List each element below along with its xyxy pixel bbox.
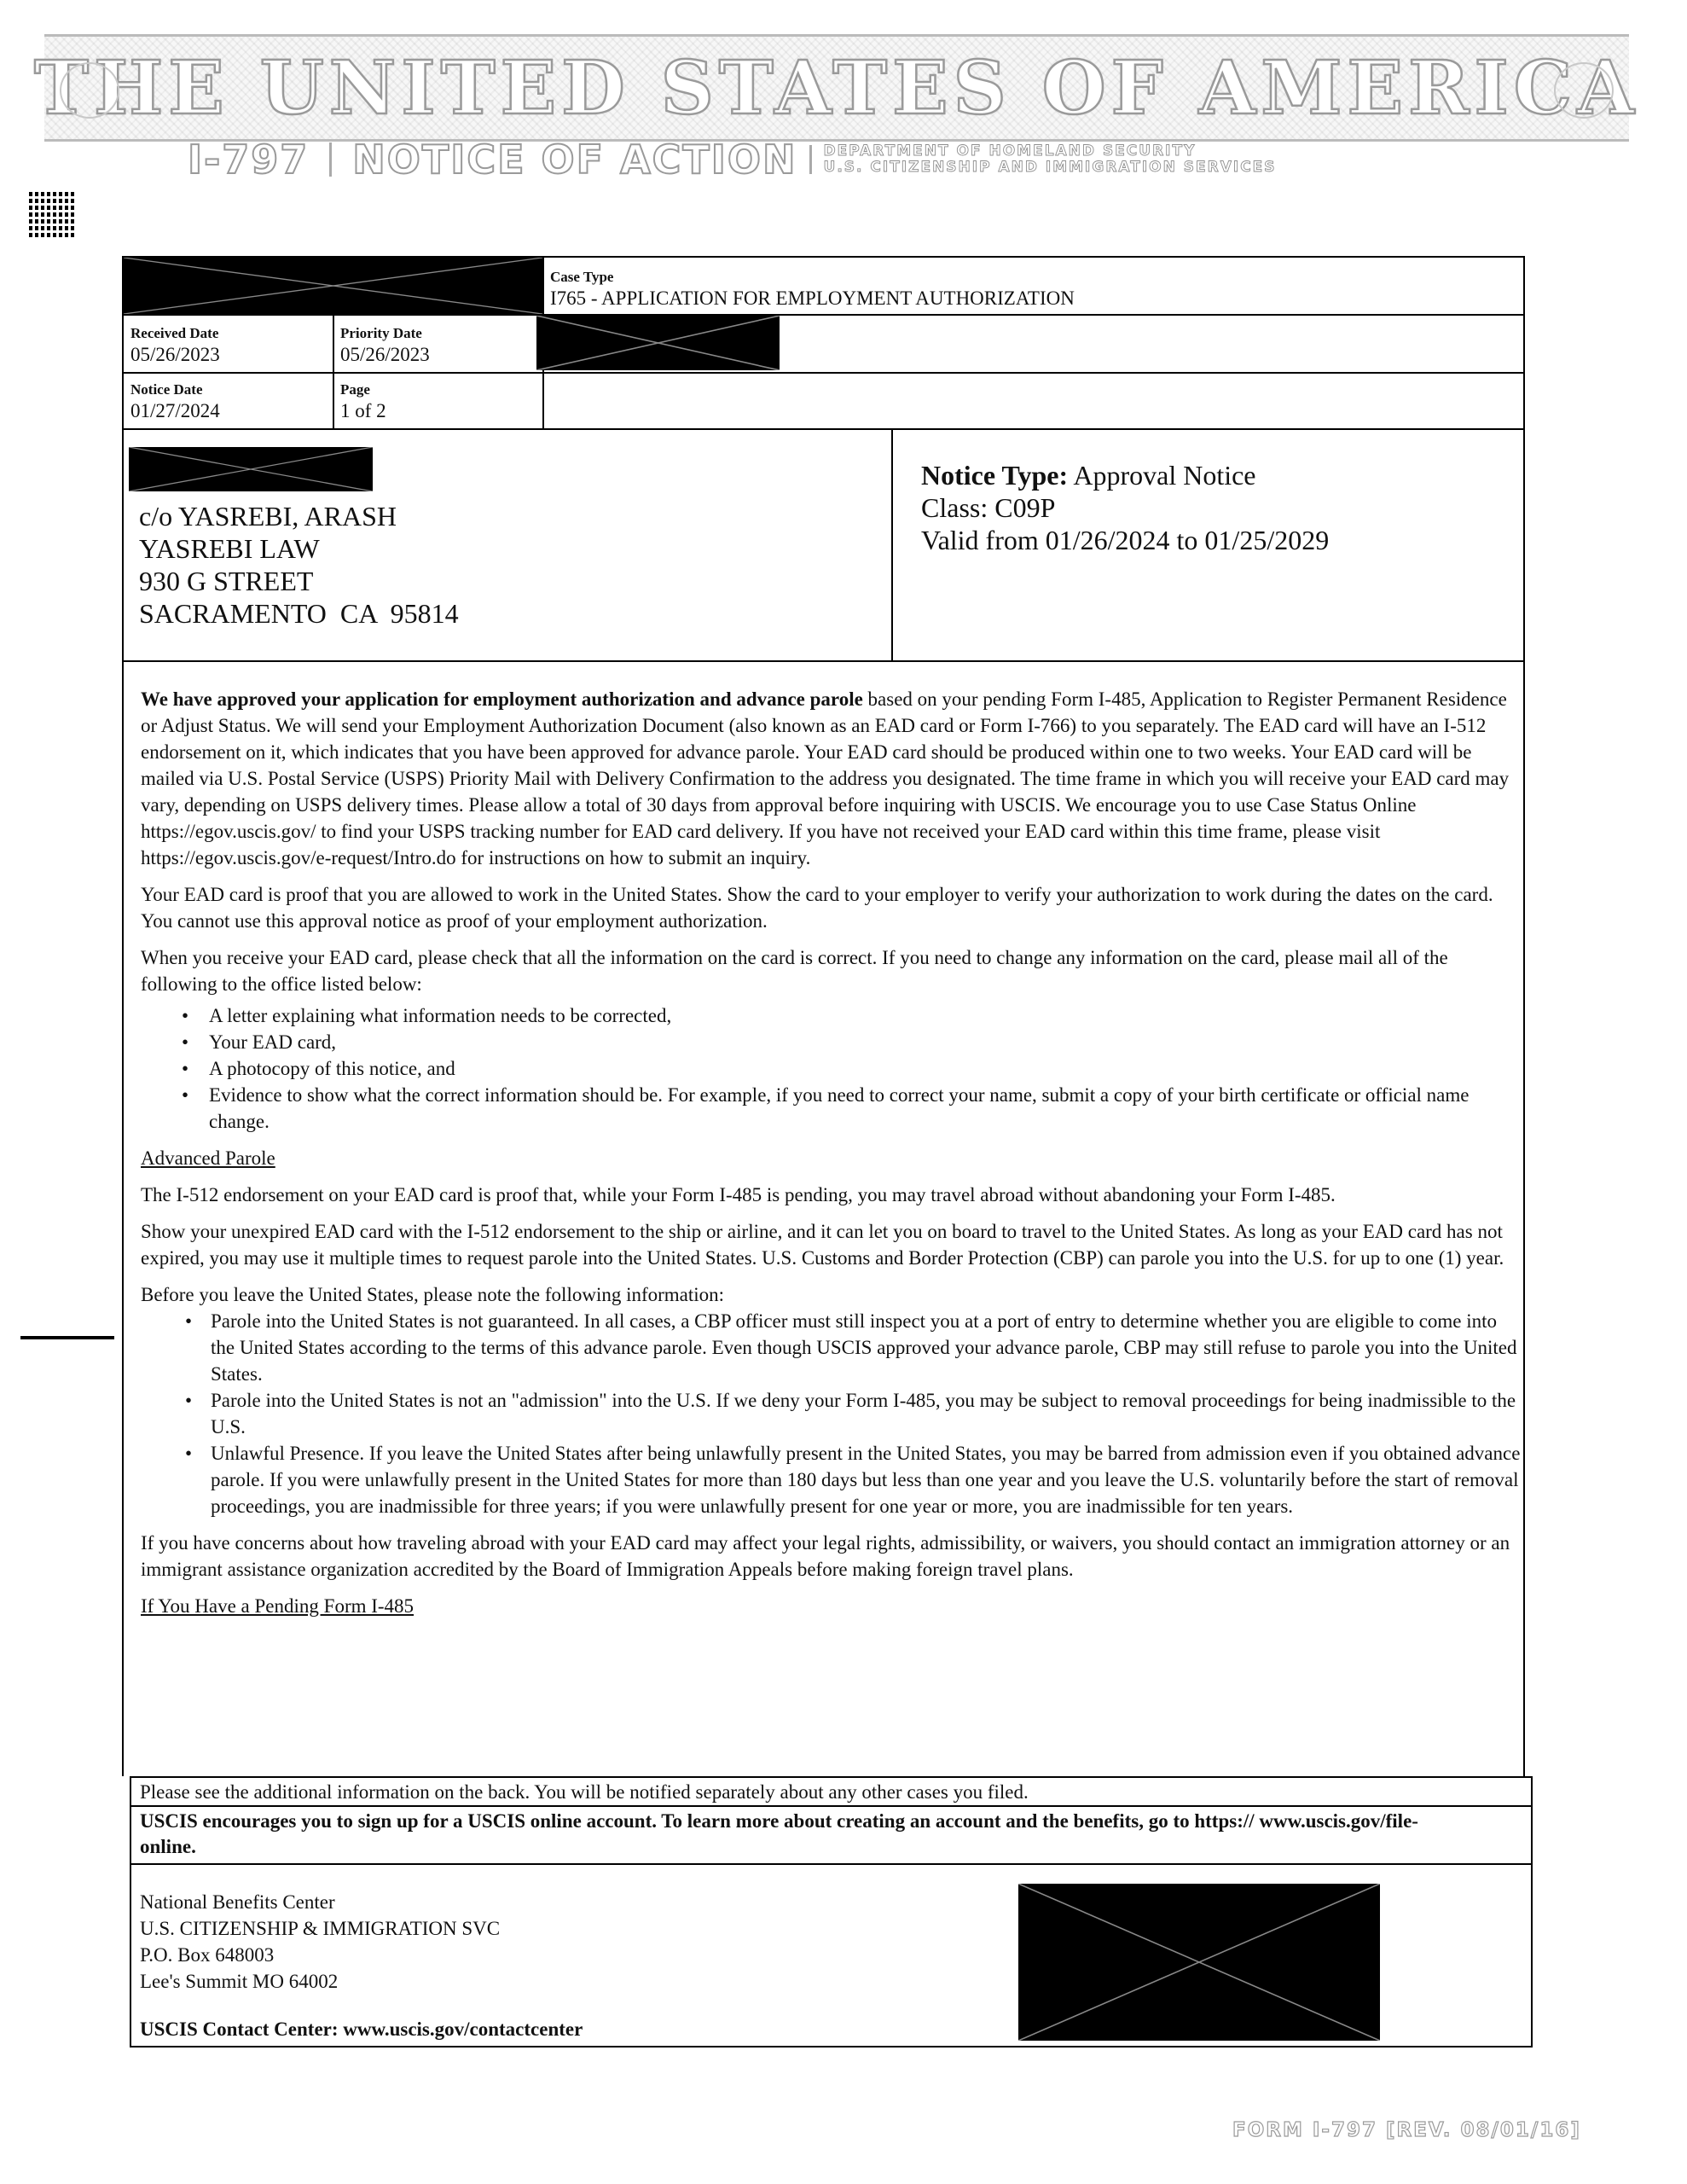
barcode-icon bbox=[29, 189, 77, 237]
notice-type-label: Notice Type: bbox=[921, 460, 1069, 491]
margin-mark bbox=[20, 1336, 114, 1339]
list-item: • A photocopy of this notice, and bbox=[141, 1055, 1522, 1082]
priority-date-value: 05/26/2023 bbox=[340, 344, 430, 365]
approval-text: based on your pending Form I-485, Application to Register Permanent Residence or Adjust Status. We will send your Employment Authorization Document (also known as an EAD card or Form I-766) to you separately. The EAD card will have an I-512 endorsement on it, which indicates that you have been approved for advance parole. Your EAD card should be produced within one to two weeks. Your EAD card will be mailed via U.S. Postal Service (USPS) Priority Mail with Delivery Confirmation to the address you designated. The time frame in which you will receive your EAD card may vary, depending on USPS delivery times. Please allow a total of 30 days from approval before inquiring with USCIS. We encourage you to use Case Status Online https://egov.uscis.gov/ to find your USPS tracking number for EAD card delivery. If you have not received your EAD card within this time frame, please visit https://egov.uscis.gov/e-request/Intro.do for instructions on how to submit an inquiry. bbox=[141, 688, 1510, 868]
page-value: 1 of 2 bbox=[340, 400, 386, 421]
online-account-note: USCIS encourages you to sign up for a USCIS online account. To learn more about creating an account and the benefits, go to https:// www.uscis.gov/file-online. bbox=[140, 1810, 1418, 1857]
department-line: DEPARTMENT OF HOMELAND SECURITY bbox=[823, 142, 1197, 160]
list-item: • Parole into the United States is not an "admission" into the U.S. If we deny your Form I-485, you may be subject to removal proceedings for being inadmissible to the U.S. bbox=[141, 1387, 1522, 1440]
document-banner bbox=[34, 34, 1639, 142]
office-line: U.S. CITIZENSHIP & IMMIGRATION SVC bbox=[140, 1918, 501, 1939]
subhead-divider bbox=[809, 145, 812, 174]
agency-line: U.S. CITIZENSHIP AND IMMIGRATION SERVICES bbox=[823, 159, 1277, 176]
concerns-paragraph: If you have concerns about how traveling abroad with your EAD card may affect your legal rights, admissibility, or waivers, you should contact an immigration attorney or an immigrant assistance organization accredited by the Board of Immigration Appeals before making foreign travel plans. bbox=[141, 1532, 1510, 1580]
notice-summary bbox=[921, 459, 1329, 556]
form-number-mark: I-797 bbox=[188, 136, 310, 183]
endorsement-paragraph: The I-512 endorsement on your EAD card is proof that, while your Form I-485 is pending, you may travel abroad without abandoning your Form I-485. bbox=[141, 1184, 1336, 1205]
redacted-applicant-field bbox=[536, 316, 780, 370]
notice-subheading bbox=[188, 136, 1277, 183]
address-line: 930 G STREET bbox=[139, 566, 314, 596]
notice-type-value: Approval Notice bbox=[1073, 460, 1256, 491]
travel-warnings-list bbox=[141, 1308, 1522, 1519]
mailing-address bbox=[139, 500, 459, 630]
address-line: c/o YASREBI, ARASH bbox=[139, 501, 397, 531]
ornament-icon bbox=[1554, 62, 1614, 119]
correction-paragraph: When you receive your EAD card, please check that all the information on the card is correct. If you need to change any information on the card, please mail all of the following to the office listed below: bbox=[141, 947, 1448, 995]
section-heading-advanced-parole: Advanced Parole bbox=[141, 1147, 275, 1169]
table-divider bbox=[131, 1863, 1531, 1865]
ead-proof-paragraph: Your EAD card is proof that you are allowed to work in the United States. Show the card to your employer to verify your authorization to work during the dates on the card. You cannot use this approval notice as proof of your employment authorization. bbox=[141, 884, 1493, 932]
case-type-cell bbox=[550, 270, 1075, 309]
redacted-beneficiary-name bbox=[129, 447, 373, 491]
before-leaving-paragraph: Before you leave the United States, please note the following information: bbox=[141, 1284, 725, 1305]
approval-lead: We have approved your application for employment authorization and advance parole bbox=[141, 688, 863, 710]
priority-date-cell bbox=[340, 326, 430, 365]
form-revision: FORM I-797 [REV. 08/01/16] bbox=[1232, 2119, 1581, 2141]
department-name bbox=[824, 143, 1277, 175]
page-label: Page bbox=[340, 381, 370, 398]
address-divider bbox=[891, 428, 893, 660]
notice-class: Class: C09P bbox=[921, 492, 1056, 523]
office-line: Lee's Summit MO 64002 bbox=[140, 1971, 339, 1992]
office-address bbox=[140, 1889, 500, 1995]
list-item: • Your EAD card, bbox=[141, 1029, 1522, 1055]
approval-paragraph bbox=[141, 686, 1522, 871]
list-item: • Unlawful Presence. If you leave the United States after being unlawfully present in the United States, you may be barred from admission even if you obtained advance parole. If you were unlawfully present in the United States for more than 180 days but less than one year and you leave the U.S. voluntarily before the start of removal proceedings, you are inadmissible for three years; if you were unlawfully present for one year or more, you are inadmissible for ten years. bbox=[141, 1440, 1522, 1519]
section-heading-pending-i485: If You Have a Pending Form I-485 bbox=[141, 1595, 415, 1617]
address-line: SACRAMENTO CA 95814 bbox=[139, 598, 459, 629]
notice-date-value: 01/27/2024 bbox=[130, 400, 220, 421]
notice-footer bbox=[130, 1776, 1533, 2048]
list-item: • A letter explaining what information needs to be corrected, bbox=[141, 1002, 1522, 1029]
case-type-label: Case Type bbox=[550, 269, 614, 285]
table-divider bbox=[131, 1805, 1531, 1807]
list-item: • Parole into the United States is not guaranteed. In all cases, a CBP officer must still inspect you at a port of entry to determine whether you are eligible to come into the United States according to the terms of this advance parole. Even though USCIS approved your advance parole, CBP may still refuse to parole you into the United States. bbox=[141, 1308, 1522, 1387]
notice-date-cell bbox=[130, 382, 220, 421]
notice-date-label: Notice Date bbox=[130, 381, 203, 398]
received-date-label: Received Date bbox=[130, 325, 219, 341]
office-line: National Benefits Center bbox=[140, 1891, 335, 1913]
redacted-barcode bbox=[1018, 1884, 1380, 2041]
received-date-value: 05/26/2023 bbox=[130, 344, 220, 365]
notice-type bbox=[921, 459, 1329, 491]
notice-of-action-mark: NOTICE OF ACTION bbox=[352, 136, 797, 183]
page-cell bbox=[340, 382, 386, 421]
case-header-table bbox=[122, 256, 1525, 430]
correction-list bbox=[141, 1002, 1522, 1135]
ornament-icon bbox=[60, 62, 119, 119]
banner-title: THE UNITED STATES OF AMERICA bbox=[34, 44, 1639, 131]
notice-body bbox=[141, 686, 1522, 1629]
list-item: • Evidence to show what the correct information should be. For example, if you need to correct your name, submit a copy of your birth certificate or official name change. bbox=[141, 1082, 1522, 1135]
subhead-divider bbox=[329, 142, 332, 177]
travel-paragraph: Show your unexpired EAD card with the I-512 endorsement to the ship or airline, and it can let you on board to travel to the United States. As long as your EAD card has not expired, you may use it multiple times to request parole into the United States. U.S. Customs and Border Protection (CBP) can parole you into the U.S. for up to one (1) year. bbox=[141, 1221, 1504, 1269]
additional-info-note: Please see the additional information on the back. You will be notified separately about any other cases you filed. bbox=[140, 1781, 1029, 1803]
redacted-receipt-number bbox=[124, 258, 542, 314]
address-line: YASREBI LAW bbox=[139, 533, 320, 564]
priority-date-label: Priority Date bbox=[340, 325, 422, 341]
office-line: P.O. Box 648003 bbox=[140, 1944, 275, 1966]
received-date-cell bbox=[130, 326, 220, 365]
case-type-value: I765 - APPLICATION FOR EMPLOYMENT AUTHORIZATION bbox=[550, 288, 1075, 309]
address-notice-block bbox=[122, 428, 1525, 662]
contact-center-line: USCIS Contact Center: www.uscis.gov/contactcenter bbox=[140, 2018, 583, 2040]
notice-validity: Valid from 01/26/2024 to 01/25/2029 bbox=[921, 525, 1330, 555]
table-divider bbox=[333, 314, 334, 428]
